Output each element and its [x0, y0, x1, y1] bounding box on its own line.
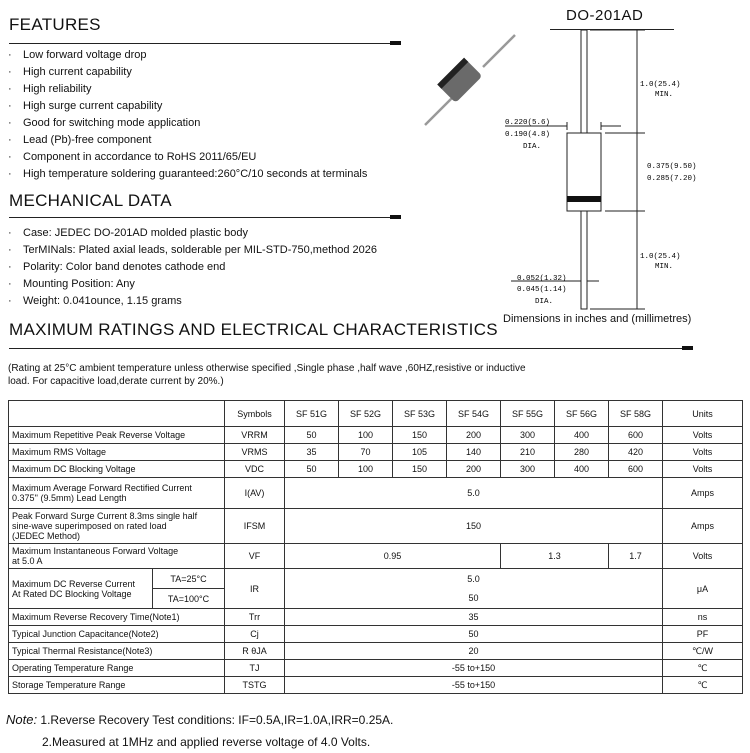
feature-item: · High temperature soldering guaranteed:260°C/10 seconds at terminals [8, 168, 368, 180]
table-row: TA=100°C 50 [9, 589, 743, 609]
note-line-2: 2.Measured at 1MHz and applied reverse voltage of 4.0 Volts. [42, 735, 371, 749]
ratings-rule-end [682, 346, 693, 350]
symbol-cell: TSTG [225, 677, 285, 694]
package-title: DO-201AD [566, 7, 644, 24]
note-line-1: Note: 1.Reverse Recovery Test conditions: IF=0.5A,IR=1.0A,IRR=0.25A. [6, 712, 394, 727]
table-row: Maximum Instantaneous Forward Voltage at 5.0 A VF 0.95 1.3 1.7 Volts [9, 544, 743, 569]
mechanical-item: · Case: JEDEC DO-201AD molded plastic body [8, 227, 248, 239]
table-row: Typical Junction Capacitance(Note2) Cj 50 PF [9, 626, 743, 643]
symbol-cell: VRRM [225, 427, 285, 444]
outline-drawing [505, 30, 645, 309]
table-row: Typical Thermal Resistance(Note3) R θJA 20 ℃/W [9, 643, 743, 660]
unit-cell: Volts [663, 461, 743, 478]
mechanical-item: · Weight: 0.041ounce, 1.15 grams [8, 295, 182, 307]
symbol-cell: VDC [225, 461, 285, 478]
feature-item: · Good for switching mode application [8, 117, 201, 129]
unit-cell: Amps [663, 509, 743, 544]
characteristics-table [8, 400, 743, 694]
table-row: Storage Temperature Range TSTG -55 to+150 ℃ [9, 677, 743, 694]
unit-cell: ℃ [663, 677, 743, 694]
features-list [8, 47, 367, 183]
table-row: Maximum DC Blocking Voltage VDC 50 100 150 200 300 400 600 Volts [9, 461, 743, 478]
feature-item: · High current capability [8, 66, 132, 78]
unit-cell: PF [663, 626, 743, 643]
note-label: Note: [6, 712, 38, 727]
dim-lead-dia-1: 0.052(1.32) [517, 275, 567, 283]
unit-cell: Volts [663, 427, 743, 444]
symbol-cell: VRMS [225, 444, 285, 461]
table-row: Peak Forward Surge Current 8.3ms single half sine-wave superimposed on rated load (JEDEC Method) IFSM 150 Amps [9, 509, 743, 544]
symbols-header: Symbols [225, 401, 285, 427]
dim-body-dia-2: 0.190(4.8) [505, 131, 551, 139]
features-title: FEATURES [9, 15, 101, 34]
package-drawing [415, 30, 745, 320]
mechanical-list [8, 225, 377, 310]
dim-lead-dia-3: DIA. [535, 298, 554, 306]
feature-item: · Component in accordance to RoHS 2011/65/EU [8, 151, 257, 163]
unit-cell: μA [663, 569, 743, 609]
table-row: Operating Temperature Range TJ -55 to+150 ℃ [9, 660, 743, 677]
part-header: SF 58G [609, 401, 663, 427]
symbol-cell: IR [225, 569, 285, 609]
symbol-cell: IFSM [225, 509, 285, 544]
ratings-rule [9, 348, 693, 349]
mechanical-rule [9, 217, 401, 218]
part-header: SF 55G [501, 401, 555, 427]
part-header: SF 54G [447, 401, 501, 427]
unit-cell: Amps [663, 478, 743, 509]
mechanical-item: · Mounting Position: Any [8, 278, 135, 290]
dim-lead-bot-1: 1.0(25.4) [640, 253, 681, 261]
table-header-row [9, 401, 743, 427]
table-row: Maximum Repetitive Peak Reverse Voltage VRRM 50 100 150 200 300 400 600 Volts [9, 427, 743, 444]
unit-cell: ℃ [663, 660, 743, 677]
mechanical-rule-end [390, 215, 401, 219]
unit-cell: ns [663, 609, 743, 626]
ratings-title: MAXIMUM RATINGS AND ELECTRICAL CHARACTERISTICS [9, 320, 498, 339]
units-header: Units [663, 401, 743, 427]
dim-lead-dia-2: 0.045(1.14) [517, 286, 567, 294]
mechanical-title: MECHANICAL DATA [9, 191, 172, 210]
dim-lead-top-2: MIN. [655, 91, 674, 99]
symbol-cell: Cj [225, 626, 285, 643]
unit-cell: Volts [663, 544, 743, 569]
dim-lead-top-1: 1.0(25.4) [640, 81, 681, 89]
features-rule-end [390, 41, 401, 45]
features-rule [9, 43, 401, 44]
table-row: Maximum DC Reverse Current At Rated DC Blocking Voltage TA=25°C IR 5.0 μA [9, 569, 743, 589]
mechanical-item: · Polarity: Color band denotes cathode end [8, 261, 226, 273]
part-header: SF 56G [555, 401, 609, 427]
symbol-cell: I(AV) [225, 478, 285, 509]
dim-body-len-2: 0.285(7.20) [647, 175, 697, 183]
part-header: SF 52G [339, 401, 393, 427]
dim-body-dia-3: DIA. [523, 143, 542, 151]
feature-item: · Low forward voltage drop [8, 49, 147, 61]
diode-illustration [425, 35, 515, 125]
symbol-cell: VF [225, 544, 285, 569]
rating-conditions: (Rating at 25°C ambient temperature unless otherwise specified ,Single phase ,half wave ,60HZ,resistive or inductive load. For capacitive load,derate current by 20%.) [8, 363, 526, 387]
symbol-cell: R θJA [225, 643, 285, 660]
unit-cell: Volts [663, 444, 743, 461]
part-header: SF 51G [285, 401, 339, 427]
feature-item: · High surge current capability [8, 100, 163, 112]
unit-cell: ℃/W [663, 643, 743, 660]
dim-body-dia-1: 0.220(5.6) [505, 119, 551, 127]
table-row: Maximum Reverse Recovery Time(Note1) Trr 35 ns [9, 609, 743, 626]
dim-body-len-1: 0.375(9.50) [647, 163, 697, 171]
symbol-cell: Trr [225, 609, 285, 626]
table-row: Maximum Average Forward Rectified Current 0.375'' (9.5mm) Lead Length I(AV) 5.0 Amps [9, 478, 743, 509]
mechanical-item: · TerMINals: Plated axial leads, solderable per MIL-STD-750,method 2026 [8, 244, 378, 256]
feature-item: · Lead (Pb)-free component [8, 134, 152, 146]
symbol-cell: TJ [225, 660, 285, 677]
package-caption: Dimensions in inches and (millimetres) [503, 313, 692, 325]
table-row: Maximum RMS Voltage VRMS 35 70 105 140 210 280 420 Volts [9, 444, 743, 461]
dim-lead-bot-2: MIN. [655, 263, 674, 271]
part-header: SF 53G [393, 401, 447, 427]
feature-item: · High reliability [8, 83, 92, 95]
